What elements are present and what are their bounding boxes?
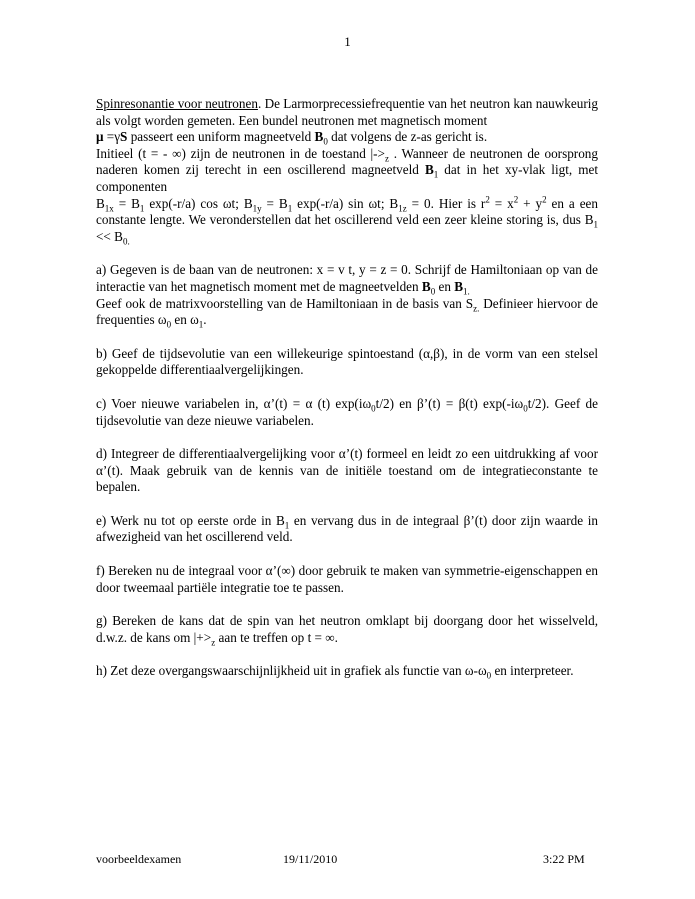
subscript: 0. bbox=[122, 236, 130, 247]
footer-date: 19/11/2010 bbox=[283, 852, 338, 866]
component-text: en a een constante lengte. We veronderstellen dat het oscillerend veld een zeer kleine storing is, dus B bbox=[96, 195, 598, 228]
spin-symbol: S bbox=[120, 129, 128, 145]
question-text: . bbox=[203, 312, 207, 328]
page-number: 1 bbox=[344, 34, 351, 49]
question-text: en bbox=[435, 278, 455, 294]
mu-symbol: μ bbox=[96, 129, 104, 145]
question-text: aan te treffen op t = ∞. bbox=[215, 629, 338, 645]
component-text: = 0. Hier is r bbox=[406, 195, 486, 211]
field-symbol: B bbox=[421, 278, 431, 294]
intro-text: passeert een uniform magneetveld bbox=[127, 129, 315, 145]
component-text: = B bbox=[261, 195, 288, 211]
paragraph-gap bbox=[96, 379, 598, 396]
question-text: t/2). Geef de tijdsevolutie van deze nieuwe variabelen. bbox=[96, 395, 598, 428]
paragraph-gap bbox=[96, 329, 598, 346]
intro-text: dat volgens de z-as gericht is. bbox=[327, 129, 488, 145]
subscript: 0 bbox=[486, 671, 492, 682]
subscript: z bbox=[384, 153, 389, 164]
gamma-symbol: γ bbox=[114, 129, 121, 145]
subscript: 0 bbox=[166, 319, 172, 330]
subscript: 0 bbox=[430, 286, 436, 297]
subscript: 1x bbox=[104, 203, 114, 214]
question-text: en ω bbox=[171, 312, 199, 328]
subscript: 1y bbox=[252, 203, 262, 214]
footer-filename: voorbeeldexamen bbox=[96, 852, 182, 866]
question-text: g) Bereken de kans dat de spin van het neutron omklapt bij doorgang door het wisselveld, d.w.z. de kans om |+> bbox=[96, 613, 598, 645]
question-text: h) Zet deze overgangswaarschijnlijkheid uit in grafiek als functie van ω-ω bbox=[96, 663, 487, 679]
component-text: + y bbox=[518, 195, 543, 211]
component-text: << B bbox=[96, 228, 123, 244]
question-e bbox=[96, 513, 598, 546]
paragraph-gap bbox=[96, 596, 598, 613]
question-text: e) Werk nu tot op eerste orde in B bbox=[96, 512, 285, 528]
paragraph-gap bbox=[96, 546, 598, 563]
intro-text: . De Larmorprecessiefrequentie van het neutron kan nauwkeurig als volgt worden gemeten. Een bundel neutronen met magnetisch moment bbox=[96, 96, 598, 128]
paragraph-gap bbox=[96, 496, 598, 513]
subscript: z. bbox=[473, 303, 480, 314]
intro-paragraph bbox=[96, 96, 598, 245]
intro-text: = bbox=[103, 129, 115, 145]
subscript: 0 bbox=[323, 136, 328, 147]
component-text: = B bbox=[113, 195, 140, 211]
question-a bbox=[96, 262, 598, 328]
component-text: exp(-r/a) cos ωt; B bbox=[144, 195, 253, 211]
footer-time: 3:22 PM bbox=[543, 852, 585, 866]
subscript: 1. bbox=[463, 286, 470, 297]
field-symbol: B bbox=[424, 162, 434, 178]
question-text: c) Voer nieuwe variabelen in, α’(t) = α (t) exp(iω bbox=[96, 395, 372, 411]
question-text: Geef ook de matrixvoorstelling van de Hamiltoniaan in de basis van S bbox=[96, 295, 474, 311]
question-text: en vervang dus in de integraal β’(t) door zijn waarde in afwezigheid van het oscillerend veld. bbox=[96, 512, 598, 545]
component-text: exp(-r/a) sin ωt; B bbox=[292, 195, 399, 211]
component-text: B bbox=[96, 195, 105, 211]
superscript: 2 bbox=[485, 194, 490, 205]
intro-text: dat in het xy-vlak ligt, met componenten bbox=[96, 162, 599, 194]
paragraph-gap bbox=[96, 429, 598, 446]
question-text: en interpreteer. bbox=[491, 663, 574, 679]
question-text: a) Gegeven is de baan van de neutronen: x = v t, y = z = 0. Schrijf de Hamiltoniaan op van de interactie van het magnetisch moment met de magneetvelden bbox=[96, 262, 598, 294]
question-text: Definieer hiervoor de frequenties ω bbox=[96, 295, 598, 328]
subscript: 0 bbox=[371, 403, 376, 414]
subscript: 1 bbox=[139, 203, 145, 214]
field-symbol: B bbox=[314, 129, 324, 145]
subscript: 1 bbox=[198, 319, 204, 330]
subscript: 1 bbox=[593, 219, 598, 230]
intro-text: Initieel (t = - ∞) zijn de neutronen in de toestand |-> bbox=[96, 145, 385, 161]
question-c bbox=[96, 396, 598, 429]
superscript: 2 bbox=[542, 194, 547, 205]
problem-title: Spinresonantie voor neutronen bbox=[96, 96, 258, 111]
intro-text: . Wanneer de neutronen de oorsprong naderen komen zij terecht in een oscillerend magneetveld bbox=[96, 145, 598, 178]
subscript: 0 bbox=[523, 403, 528, 414]
component-text: = x bbox=[489, 195, 514, 211]
field-symbol: B bbox=[454, 278, 464, 294]
superscript: 2 bbox=[513, 194, 519, 205]
question-text: t/2) en β’(t) = β(t) exp(-iω bbox=[375, 395, 524, 411]
question-g bbox=[96, 613, 598, 646]
question-f: f) Bereken nu de integraal voor α’(∞) door gebruik te maken van symmetrie-eigenschappen en door tweemaal partiële integratie toe te passen. bbox=[96, 563, 598, 595]
paragraph-gap bbox=[96, 646, 598, 663]
subscript: 1 bbox=[433, 170, 439, 181]
document-body bbox=[96, 96, 598, 680]
subscript: 1 bbox=[284, 520, 290, 531]
question-d: d) Integreer de differentiaalvergelijking voor α’(t) formeel en leidt zo een uitdrukking af voor α’(t). Maak gebruik van de kennis van de initiële toestand om de integratieconstante te bepalen. bbox=[96, 446, 598, 495]
question-h bbox=[96, 663, 598, 680]
question-b: b) Geef de tijdsevolutie van een willekeurige spintoestand (α,β), in de vorm van een stelsel gekoppelde differentiaalvergelijkingen. bbox=[96, 345, 598, 378]
paragraph-gap bbox=[96, 245, 598, 262]
subscript: 1z bbox=[398, 203, 407, 214]
subscript: 1 bbox=[287, 203, 293, 214]
subscript: z bbox=[211, 637, 216, 648]
